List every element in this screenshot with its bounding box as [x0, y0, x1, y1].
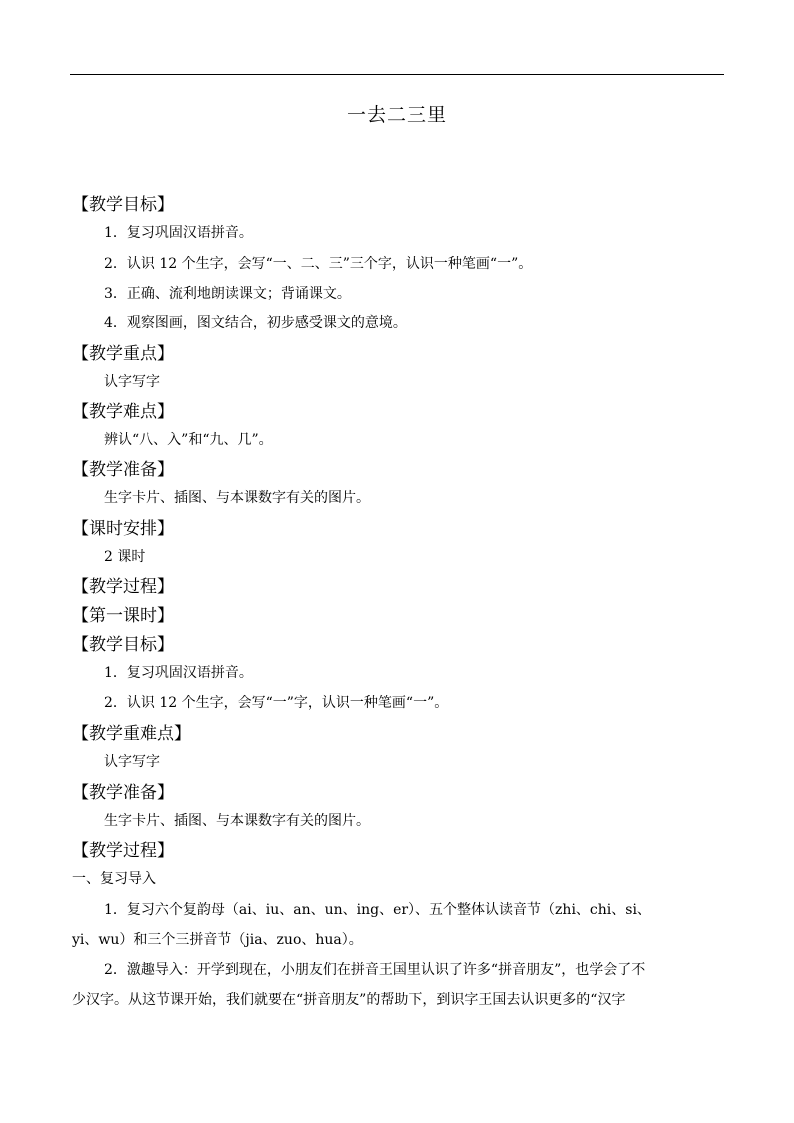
- section-heading: 【教学准备】: [72, 460, 174, 480]
- list-item: 2．认识 12 个生字，会写“一、二、三”三个字，认识一种笔画“一”。: [104, 256, 533, 272]
- list-item: 1．复习巩固汉语拼音。: [104, 225, 253, 241]
- section-heading: 【教学难点】: [72, 402, 174, 422]
- body-text: 生字卡片、插图、与本课数字有关的图片。: [104, 813, 370, 829]
- section-heading: 【教学过程】: [72, 841, 174, 861]
- list-item: 2．认识 12 个生字，会写“一”字，认识一种笔画“一”。: [104, 695, 449, 711]
- section-heading: 【教学目标】: [72, 195, 174, 215]
- list-item: 4．观察图画，图文结合，初步感受课文的意境。: [104, 315, 407, 331]
- section-heading: 【教学准备】: [72, 783, 174, 803]
- section-heading: 【第一课时】: [72, 606, 174, 626]
- paragraph-line: 1．复习六个复韵母（ai、iu、an、un、ing、er）、五个整体认读音节（zhi、chi、si、: [104, 902, 651, 918]
- header-rule: [70, 74, 724, 75]
- body-text: 认字写字: [104, 754, 160, 770]
- list-item: 1．复习巩固汉语拼音。: [104, 665, 253, 681]
- document-title: 一去二三里: [346, 104, 447, 126]
- paragraph-line: 少汉字。从这节课开始，我们就要在“拼音朋友”的帮助下，到识字王国去认识更多的“汉字: [72, 992, 626, 1008]
- body-text: 2 课时: [104, 549, 146, 565]
- section-heading: 【教学目标】: [72, 635, 174, 655]
- section-heading: 【教学重难点】: [72, 724, 191, 744]
- paragraph-line: 2．激趣导入：开学到现在，小朋友们在拼音王国里认识了许多“拼音朋友”，也学会了不: [104, 962, 646, 978]
- body-text: 认字写字: [104, 374, 160, 390]
- list-item: 3．正确、流利地朗读课文；背诵课文。: [104, 286, 351, 302]
- section-heading: 【教学过程】: [72, 577, 174, 597]
- paragraph-line: yi、wu）和三个三拼音节（jia、zuo、hua）。: [72, 932, 363, 948]
- section-heading: 【教学重点】: [72, 344, 174, 364]
- body-text: 辨认“八、入”和“九、几”。: [104, 432, 273, 448]
- body-text: 生字卡片、插图、与本课数字有关的图片。: [104, 490, 370, 506]
- section-heading: 【课时安排】: [72, 519, 174, 539]
- subsection-heading: 一、复习导入: [72, 871, 156, 887]
